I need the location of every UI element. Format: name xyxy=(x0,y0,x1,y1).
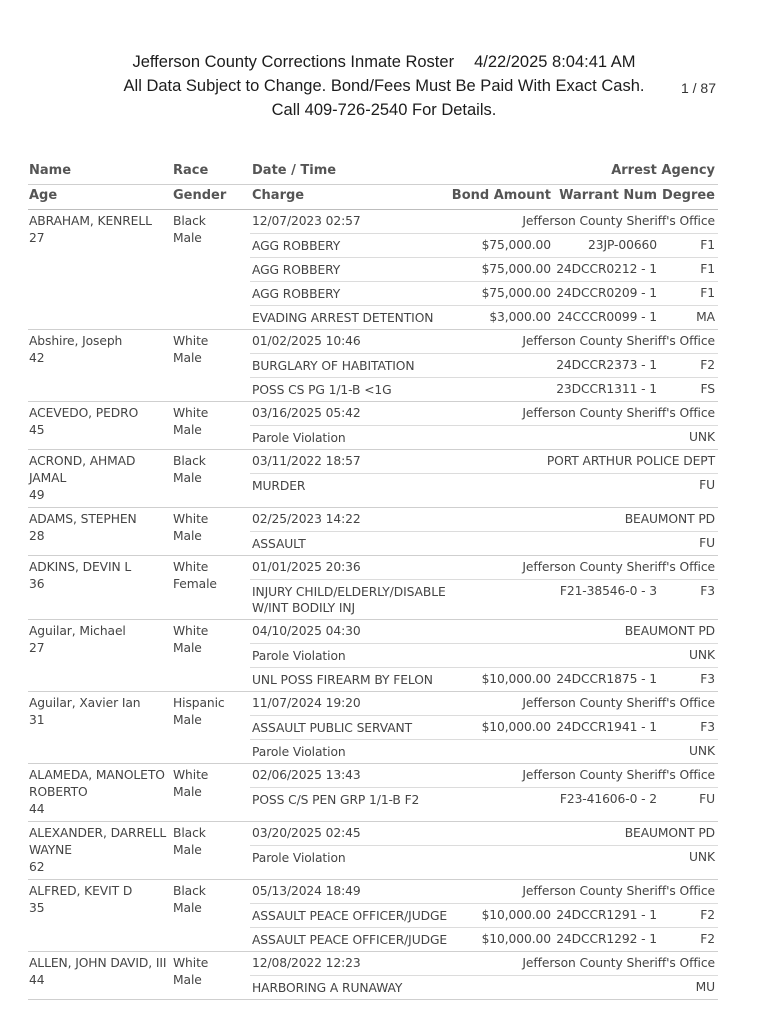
inmate-age: 36 xyxy=(29,577,45,591)
charge-row xyxy=(250,904,718,928)
inmate-gender: Male xyxy=(173,843,202,857)
inmate-events xyxy=(250,692,718,763)
charge-text: BURGLARY OF HABITATION xyxy=(252,359,415,373)
inmate-gender: Male xyxy=(173,785,202,799)
inmate-race: White xyxy=(173,768,209,782)
charge-text: AGG ROBBERY xyxy=(252,239,341,253)
arrest-datetime: 04/10/2025 04:30 xyxy=(252,624,361,638)
charge-text: Parole Violation xyxy=(252,431,346,445)
inmate-events xyxy=(250,952,718,999)
arrest-datetime: 11/07/2024 19:20 xyxy=(252,696,361,710)
charge-degree: UNK xyxy=(689,430,715,444)
report-notice: All Data Subject to Change. Bond/Fees Must Be Paid With Exact Cash. xyxy=(123,77,645,95)
inmate-events xyxy=(250,620,718,691)
arrest-datetime: 03/20/2025 02:45 xyxy=(252,826,361,840)
bond-amount: $10,000.00 xyxy=(481,908,551,922)
arrest-row xyxy=(250,508,718,532)
arrest-agency: BEAUMONT PD xyxy=(624,512,715,526)
charge-text: AGG ROBBERY xyxy=(252,287,341,301)
charge-text: POSS CS PG 1/1-B <1G xyxy=(252,383,392,397)
inmate-demographics xyxy=(173,405,243,439)
arrest-datetime: 12/08/2022 12:23 xyxy=(252,956,361,970)
arrest-agency: Jefferson County Sheriff's Office xyxy=(522,214,715,228)
warrant-number: 24DCCR1292 - 1 xyxy=(556,932,657,946)
charge-row xyxy=(250,234,718,258)
inmate-race: White xyxy=(173,334,209,348)
inmate-name-age xyxy=(29,511,167,545)
charge-degree: F3 xyxy=(700,584,715,598)
inmate-name: ADKINS, DEVIN L xyxy=(29,560,132,574)
inmate-race: White xyxy=(173,406,209,420)
inmate-race: White xyxy=(173,956,209,970)
inmate-record xyxy=(28,450,718,508)
warrant-number: 24CCCR0099 - 1 xyxy=(557,310,657,324)
arrest-datetime: 03/11/2022 18:57 xyxy=(252,454,361,468)
inmate-record xyxy=(28,330,718,402)
charge-row xyxy=(250,928,718,951)
inmate-age: 35 xyxy=(29,901,45,915)
arrest-agency: PORT ARTHUR POLICE DEPT xyxy=(546,454,715,468)
inmate-record xyxy=(28,880,718,952)
inmate-gender: Female xyxy=(173,577,217,591)
col-race: Race xyxy=(173,163,209,178)
warrant-number: F23-41606-0 - 2 xyxy=(559,792,657,806)
charge-text: INJURY CHILD/ELDERLY/DISABLE W/INT BODILY INJ xyxy=(252,585,446,615)
warrant-number: 24DCCR1875 - 1 xyxy=(556,672,657,686)
inmate-gender: Male xyxy=(173,423,202,437)
inmate-age: 42 xyxy=(29,351,45,365)
col-arrest-agency: Arrest Agency xyxy=(611,163,715,178)
charge-row xyxy=(250,846,718,869)
inmate-race: White xyxy=(173,512,209,526)
report-contact: Call 409-726-2540 For Details. xyxy=(271,101,497,119)
arrest-datetime: 02/06/2025 13:43 xyxy=(252,768,361,782)
inmate-gender: Male xyxy=(173,351,202,365)
charge-row xyxy=(250,668,718,691)
inmate-age: 62 xyxy=(29,860,45,874)
warrant-number: 23DCCR1311 - 1 xyxy=(556,382,657,396)
charge-text: POSS C/S PEN GRP 1/1-B F2 xyxy=(252,793,420,807)
inmate-demographics xyxy=(173,695,243,729)
inmate-events xyxy=(250,450,718,497)
inmate-name-age xyxy=(29,767,167,818)
inmate-demographics xyxy=(173,453,243,487)
charge-row xyxy=(250,976,718,999)
arrest-row xyxy=(250,764,718,788)
charge-row xyxy=(250,740,718,763)
inmate-record xyxy=(28,822,718,880)
inmate-record xyxy=(28,952,718,1000)
warrant-number: 24DCCR1291 - 1 xyxy=(556,908,657,922)
inmate-race: Black xyxy=(173,884,206,898)
inmate-age: 49 xyxy=(29,488,45,502)
inmate-race: Black xyxy=(173,826,206,840)
col-charge: Charge xyxy=(252,188,305,203)
charge-text: Parole Violation xyxy=(252,649,346,663)
arrest-row xyxy=(250,210,718,234)
inmate-age: 27 xyxy=(29,231,45,245)
charge-degree: FU xyxy=(699,536,715,550)
warrant-number: 24DCCR0209 - 1 xyxy=(556,286,657,300)
inmate-age: 27 xyxy=(29,641,45,655)
inmate-name: ABRAHAM, KENRELL xyxy=(29,214,152,228)
arrest-row xyxy=(250,692,718,716)
inmate-events xyxy=(250,210,718,329)
inmate-events xyxy=(250,508,718,555)
inmate-events xyxy=(250,880,718,951)
charge-degree: UNK xyxy=(689,850,715,864)
arrest-datetime: 05/13/2024 18:49 xyxy=(252,884,361,898)
inmate-record xyxy=(28,764,718,822)
inmate-demographics xyxy=(173,883,243,917)
col-age: Age xyxy=(29,188,58,203)
inmate-name-age xyxy=(29,955,167,989)
arrest-agency: BEAUMONT PD xyxy=(624,826,715,840)
col-bond-amount: Bond Amount xyxy=(451,188,551,203)
charge-row xyxy=(250,474,718,497)
arrest-agency: Jefferson County Sheriff's Office xyxy=(522,768,715,782)
bond-amount: $3,000.00 xyxy=(489,310,551,324)
bond-amount: $10,000.00 xyxy=(481,720,551,734)
inmate-record xyxy=(28,692,718,764)
inmate-name: ACEVEDO, PEDRO xyxy=(29,406,139,420)
arrest-row xyxy=(250,402,718,426)
charge-row xyxy=(250,580,718,619)
charge-degree: MA xyxy=(696,310,715,324)
warrant-number: 24DCCR2373 - 1 xyxy=(556,358,657,372)
charge-text: ASSAULT xyxy=(252,537,306,551)
inmate-name: Abshire, Joseph xyxy=(29,334,123,348)
charge-row xyxy=(250,378,718,401)
arrest-datetime: 03/16/2025 05:42 xyxy=(252,406,361,420)
inmate-events xyxy=(250,556,718,619)
inmate-gender: Male xyxy=(173,713,202,727)
arrest-datetime: 12/07/2023 02:57 xyxy=(252,214,361,228)
inmate-name: ALLEN, JOHN DAVID, III xyxy=(29,956,167,970)
col-date-time: Date / Time xyxy=(252,163,337,178)
arrest-row xyxy=(250,450,718,474)
arrest-row xyxy=(250,330,718,354)
inmate-gender: Male xyxy=(173,901,202,915)
warrant-number: F21-38546-0 - 3 xyxy=(559,584,657,598)
charge-degree: UNK xyxy=(689,744,715,758)
inmate-events xyxy=(250,330,718,401)
inmate-race: Black xyxy=(173,454,206,468)
charge-text: AGG ROBBERY xyxy=(252,263,341,277)
charge-row xyxy=(250,282,718,306)
warrant-number: 23JP-00660 xyxy=(588,238,657,252)
inmate-list xyxy=(28,210,718,1000)
inmate-name-age xyxy=(29,883,167,917)
inmate-name-age xyxy=(29,623,167,657)
inmate-race: White xyxy=(173,560,209,574)
column-header-row-1 xyxy=(28,160,718,185)
report-header xyxy=(0,50,768,122)
inmate-demographics xyxy=(173,825,243,859)
col-warrant-num: Warrant Num xyxy=(559,188,657,203)
inmate-name-age xyxy=(29,213,167,247)
charge-row xyxy=(250,788,718,811)
bond-amount: $75,000.00 xyxy=(481,238,551,252)
inmate-events xyxy=(250,402,718,449)
inmate-name-age xyxy=(29,333,167,367)
arrest-row xyxy=(250,880,718,904)
charge-text: ASSAULT PEACE OFFICER/JUDGE xyxy=(252,909,448,923)
inmate-name: ALAMEDA, MANOLETO ROBERTO xyxy=(29,768,165,799)
charge-degree: F1 xyxy=(700,262,715,276)
inmate-name: ACROND, AHMAD JAMAL xyxy=(29,454,136,485)
charge-text: ASSAULT PEACE OFFICER/JUDGE xyxy=(252,933,448,947)
inmate-record xyxy=(28,508,718,556)
col-degree: Degree xyxy=(662,188,715,203)
inmate-age: 28 xyxy=(29,529,45,543)
inmate-demographics xyxy=(173,559,243,593)
warrant-number: 24DCCR0212 - 1 xyxy=(556,262,657,276)
charge-degree: F2 xyxy=(700,908,715,922)
charge-degree: UNK xyxy=(689,648,715,662)
arrest-agency: Jefferson County Sheriff's Office xyxy=(522,696,715,710)
inmate-gender: Male xyxy=(173,973,202,987)
charge-text: EVADING ARREST DETENTION xyxy=(252,311,434,325)
col-gender: Gender xyxy=(173,188,227,203)
charge-degree: FS xyxy=(700,382,715,396)
arrest-row xyxy=(250,556,718,580)
arrest-agency: Jefferson County Sheriff's Office xyxy=(522,956,715,970)
arrest-datetime: 02/25/2023 14:22 xyxy=(252,512,361,526)
col-name: Name xyxy=(29,163,72,178)
arrest-agency: Jefferson County Sheriff's Office xyxy=(522,560,715,574)
charge-degree: F3 xyxy=(700,720,715,734)
inmate-events xyxy=(250,822,718,869)
arrest-agency: BEAUMONT PD xyxy=(624,624,715,638)
charge-degree: F2 xyxy=(700,358,715,372)
inmate-name: ADAMS, STEPHEN xyxy=(29,512,137,526)
charge-text: UNL POSS FIREARM BY FELON xyxy=(252,673,433,687)
arrest-agency: Jefferson County Sheriff's Office xyxy=(522,406,715,420)
bond-amount: $10,000.00 xyxy=(481,932,551,946)
charge-degree: F1 xyxy=(700,286,715,300)
charge-row xyxy=(250,716,718,740)
inmate-events xyxy=(250,764,718,811)
charge-degree: F2 xyxy=(700,932,715,946)
charge-row xyxy=(250,532,718,555)
charge-text: HARBORING A RUNAWAY xyxy=(252,981,403,995)
inmate-demographics xyxy=(173,511,243,545)
charge-row xyxy=(250,258,718,282)
bond-amount: $10,000.00 xyxy=(481,672,551,686)
header-line-1 xyxy=(0,50,768,74)
inmate-demographics xyxy=(173,955,243,989)
charge-text: MURDER xyxy=(252,479,306,493)
page-indicator: 1 / 87 xyxy=(680,80,716,96)
inmate-name: ALFRED, KEVIT D xyxy=(29,884,133,898)
inmate-name-age xyxy=(29,453,167,504)
charge-text: Parole Violation xyxy=(252,851,346,865)
bond-amount: $75,000.00 xyxy=(481,286,551,300)
inmate-roster-table xyxy=(28,160,718,1000)
inmate-name-age xyxy=(29,405,167,439)
column-header-row-2 xyxy=(28,185,718,210)
charge-degree: MU xyxy=(695,980,715,994)
arrest-datetime: 01/01/2025 20:36 xyxy=(252,560,361,574)
arrest-row xyxy=(250,952,718,976)
charge-row xyxy=(250,354,718,378)
arrest-agency: Jefferson County Sheriff's Office xyxy=(522,334,715,348)
inmate-name: Aguilar, Xavier Ian xyxy=(29,696,141,710)
report-timestamp: 4/22/2025 8:04:41 AM xyxy=(474,53,636,71)
charge-degree: F1 xyxy=(700,238,715,252)
charge-text: Parole Violation xyxy=(252,745,346,759)
bond-amount: $75,000.00 xyxy=(481,262,551,276)
inmate-demographics xyxy=(173,333,243,367)
inmate-demographics xyxy=(173,213,243,247)
inmate-name-age xyxy=(29,559,167,593)
inmate-gender: Male xyxy=(173,471,202,485)
inmate-demographics xyxy=(173,623,243,657)
inmate-record xyxy=(28,620,718,692)
inmate-race: Hispanic xyxy=(173,696,225,710)
inmate-name-age xyxy=(29,825,167,876)
inmate-demographics xyxy=(173,767,243,801)
inmate-age: 31 xyxy=(29,713,45,727)
inmate-race: Black xyxy=(173,214,206,228)
inmate-age: 44 xyxy=(29,973,45,987)
arrest-agency: Jefferson County Sheriff's Office xyxy=(522,884,715,898)
inmate-race: White xyxy=(173,624,209,638)
inmate-name-age xyxy=(29,695,167,729)
charge-degree: FU xyxy=(699,792,715,806)
charge-text: ASSAULT PUBLIC SERVANT xyxy=(252,721,413,735)
report-title: Jefferson County Corrections Inmate Roster xyxy=(132,53,455,71)
arrest-datetime: 01/02/2025 10:46 xyxy=(252,334,361,348)
arrest-row xyxy=(250,620,718,644)
warrant-number: 24DCCR1941 - 1 xyxy=(556,720,657,734)
inmate-gender: Male xyxy=(173,529,202,543)
inmate-name: ALEXANDER, DARRELL WAYNE xyxy=(29,826,167,857)
inmate-gender: Male xyxy=(173,231,202,245)
inmate-age: 45 xyxy=(29,423,45,437)
charge-row xyxy=(250,644,718,668)
arrest-row xyxy=(250,822,718,846)
charge-row xyxy=(250,426,718,449)
inmate-record xyxy=(28,556,718,620)
inmate-gender: Male xyxy=(173,641,202,655)
inmate-age: 44 xyxy=(29,802,45,816)
charge-row xyxy=(250,306,718,329)
inmate-record xyxy=(28,210,718,330)
inmate-record xyxy=(28,402,718,450)
inmate-name: Aguilar, Michael xyxy=(29,624,126,638)
charge-degree: F3 xyxy=(700,672,715,686)
charge-degree: FU xyxy=(699,478,715,492)
